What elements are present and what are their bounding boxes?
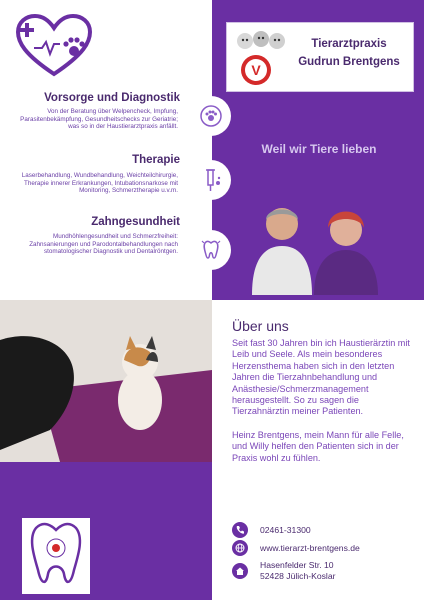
brand-line1: Tierarztpraxis: [311, 38, 387, 50]
address-line-1: Hasenfelder Str. 10: [260, 560, 334, 570]
about-spacer: [232, 418, 412, 430]
about-title: Über uns: [232, 318, 289, 334]
home-icon: [232, 563, 248, 579]
brand-line2: Gudrun Brentgens: [298, 56, 400, 68]
practice-logo-icon: [241, 55, 271, 85]
team-photo: [244, 190, 394, 295]
address-line-2: 52428 Jülich-Koslar: [260, 570, 336, 581]
section-text-zahn: Mundhöhlengesundheit und Schmerzfreiheit: Zahnsanierungen und Parodontalbehandlungen nach stomatologischer Diagnostik und Dentalröntgen.: [29, 233, 178, 256]
phone-icon: [232, 522, 248, 538]
phone-number: 02461-31300: [260, 524, 311, 535]
paw-icon: [191, 96, 231, 136]
syringe-icon: [191, 160, 231, 200]
section-title-zahn: Zahngesundheit: [91, 216, 180, 228]
about-paragraph-2: Heinz Brentgens, mein Mann für alle Felle, und Willy helfen den Patienten sich in der Praxis wohl zu fühlen.: [232, 429, 404, 463]
tooth-icon: [191, 230, 231, 270]
tooth-logo: [22, 518, 90, 594]
website-link: www.tierarzt-brentgens.de: [260, 542, 360, 553]
section-title-vorsorge: Vorsorge und Diagnostik: [44, 92, 180, 104]
globe-icon: [232, 540, 248, 556]
section-text-vorsorge: Von der Beratung über Welpencheck, Impfung, Parasitenbekämpfung, Gesundheitschecks zur Geriatrie; was so in der Haustierarztpraxis anfällt.: [20, 108, 178, 131]
address: [260, 560, 335, 581]
section-title-therapie: Therapie: [132, 154, 180, 166]
brand-box: [226, 22, 414, 92]
about-text: [232, 338, 412, 464]
heart-paw-cross-icon: [14, 14, 94, 80]
logo-letter: V: [245, 59, 267, 81]
contact-address-row: [232, 560, 335, 581]
about-paragraph-1: Seit fast 30 Jahren bin ich Haustierärztin mit Leib und Seele. Als mein besonderes Herzensthema haben sich in den letzten Jahren die Tierzahnbehandlung und Anästhesie/Schmerzmanagement herausgestellt. So zu sagen die Tierzahnärztin meiner Patienten.: [232, 338, 410, 417]
cats-dogs-illustration: [235, 29, 291, 53]
section-text-therapie: Laserbehandlung, Wundbehandlung, Weichteilchirurgie, Therapie innerer Erkrankungen, Intubationsnarkose mit Monitoring, Schmerztherapie u.v.m.: [21, 172, 178, 195]
tagline: Weil wir Tiere lieben: [261, 142, 377, 156]
contact-phone-row[interactable]: [232, 522, 311, 538]
cat-dog-photo: [0, 300, 212, 462]
contact-website-row[interactable]: [232, 540, 360, 556]
